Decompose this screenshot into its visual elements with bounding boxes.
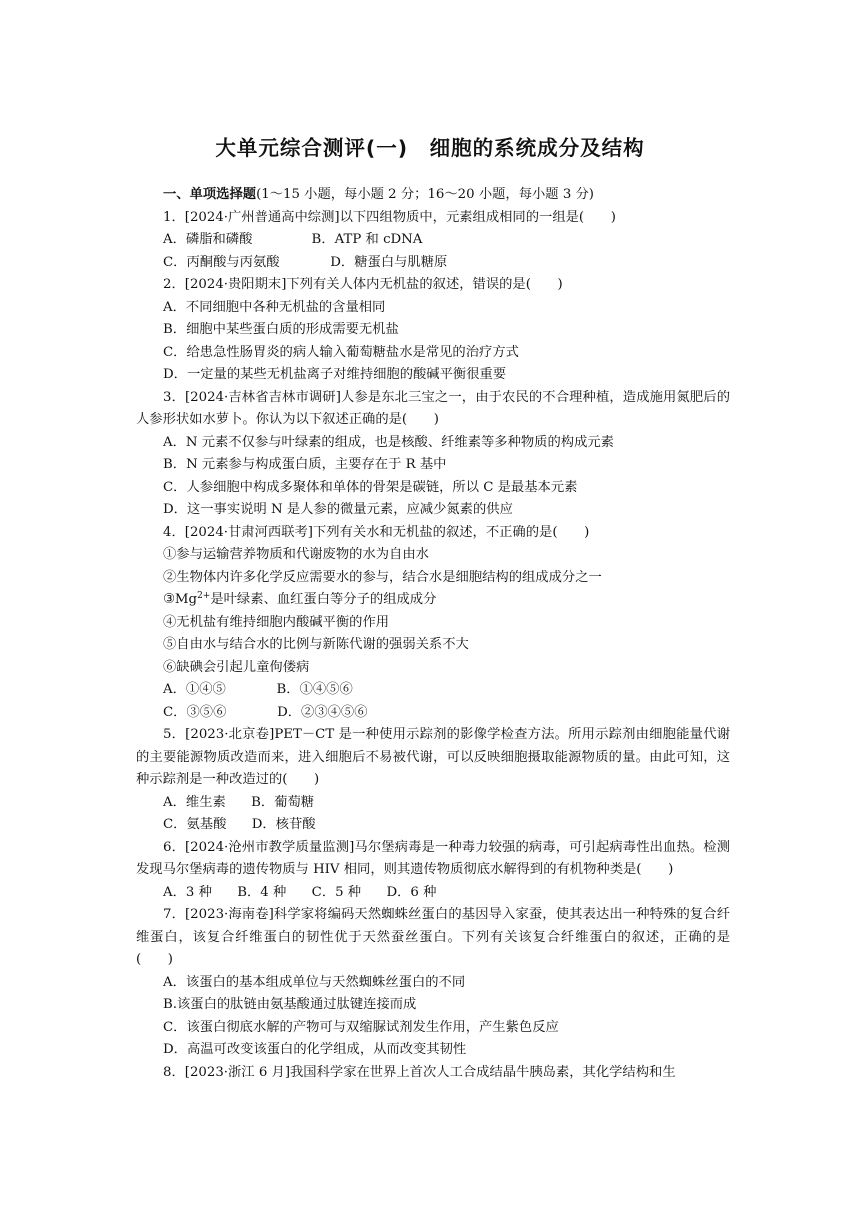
question-3-option-d: D．这一事实说明 N 是人参的微量元素，应减少氮素的供应	[163, 502, 513, 517]
question-1-options-row: C．丙酮酸与丙氨酸 D．糖蛋白与肌糖原	[163, 254, 448, 270]
question-2-stem: 2．[2024·贵阳期末]下列有关人体内无机盐的叙述，错误的是( )	[163, 277, 563, 292]
question-5-stem: 5．[2023·北京卷]PET－CT 是一种使用示踪剂的影像学检查方法。所用示踪剂由细胞能量代谢的主要能源物质改造而来，进入细胞后不易被代谢，可以反映细胞摄取能源物质的量。由此可知，这种示踪剂是一种改造过的( )	[136, 727, 730, 787]
question-8-stem: 8．[2023·浙江 6 月]我国科学家在世界上首次人工合成结晶牛胰岛素，其化学结构和生	[163, 1064, 676, 1080]
question-3-stem: 3．[2024·吉林省吉林市调研]人参是东北三宝之一，由于农民的不合理种植，造成施用氮肥后的人参形状如水萝卜。你认为以下叙述正确的是( )	[136, 389, 730, 427]
section-heading-label: 一、单项选择题	[163, 187, 257, 202]
question-7-stem: 7．[2023·海南卷]科学家将编码天然蜘蛛丝蛋白的基因导入家蚕，使其表达出一种特殊的复合纤维蛋白，该复合纤维蛋白的韧性优于天然蚕丝蛋白。下列有关该复合纤维蛋白的叙述，正确的是( )	[136, 907, 730, 967]
question-5-options-row: A．维生素 B．葡萄糖	[163, 794, 315, 810]
question-3-option-b: B．N 元素参与构成蛋白质，主要存在于 R 基中	[163, 457, 447, 472]
question-1-options-row: A．磷脂和磷酸 B．ATP 和 cDNA	[163, 232, 423, 247]
question-4-statement-5: ⑤自由水与结合水的比例与新陈代谢的强弱关系不大	[163, 637, 469, 652]
section-heading	[136, 184, 730, 207]
question-2-option-c: C．给患急性肠胃炎的病人输入葡萄糖盐水是常见的治疗方式	[163, 344, 519, 360]
question-4-statement-3	[136, 589, 730, 612]
page-title: 大单元综合测评(一) 细胞的系统成分及结构	[215, 136, 645, 160]
question-content	[136, 184, 730, 1084]
question-4-statement-2: ②生物体内许多化学反应需要水的参与，结合水是细胞结构的组成成分之一	[163, 569, 602, 585]
question-4-options-row: C．③⑤⑥ D．②③④⑤⑥	[163, 704, 368, 720]
question-4-stem: 4．[2024·甘肃河西联考]下列有关水和无机盐的叙述，不正确的是( )	[163, 524, 590, 540]
question-4-statement-6: ⑥缺碘会引起儿童佝偻病	[163, 659, 310, 675]
question-4-statement-4: ④无机盐有维持细胞内酸碱平衡的作用	[163, 614, 390, 630]
question-4-statement-1: ①参与运输营养物质和代谢废物的水为自由水	[163, 547, 429, 562]
question-1-stem: 1．[2024·广州普通高中综测]以下四组物质中，元素组成相同的一组是( )	[163, 209, 616, 225]
question-2-option-d: D．一定量的某些无机盐离子对维持细胞的酸碱平衡很重要	[163, 367, 507, 382]
statement-3-prefix: ③Mg	[163, 592, 198, 607]
question-5-options-row: C．氨基酸 D．核苷酸	[163, 817, 316, 832]
magnesium-charge-superscript: 2+	[197, 591, 211, 601]
question-6-options-row: A．3 种 B．4 种 C．5 种 D．6 种	[163, 884, 437, 900]
question-3-option-c: C．人参细胞中构成多聚体和单体的骨架是碳链，所以 C 是最基本元素	[163, 479, 578, 495]
statement-3-suffix: 是叶绿素、血红蛋白等分子的组成成分	[210, 592, 437, 607]
question-7-option-d: D．高温可改变该蛋白的化学组成，从而改变其韧性	[163, 1042, 467, 1057]
question-2-option-b: B．细胞中某些蛋白质的形成需要无机盐	[163, 322, 399, 337]
question-6-stem: 6．[2024·沧州市教学质量监测]马尔堡病毒是一种毒力较强的病毒，可引起病毒性出血热。检测发现马尔堡病毒的遗传物质与 HIV 相同，则其遗传物质彻底水解得到的有机物种类是( )	[136, 839, 730, 877]
question-3-option-a: A．N 元素不仅参与叶绿素的组成，也是核酸、纤维素等多种物质的构成元素	[163, 434, 614, 450]
question-7-option-a: A．该蛋白的基本组成单位与天然蜘蛛丝蛋白的不同	[163, 974, 466, 990]
question-7-option-c: C．该蛋白彻底水解的产物可与双缩脲试剂发生作用，产生紫色反应	[163, 1019, 559, 1035]
section-scoring-note: (1～15 小题，每小题 2 分；16～20 小题，每小题 3 分)	[256, 187, 594, 202]
question-4-options-row: A．①④⑤ B．①④⑤⑥	[163, 682, 353, 697]
question-7-option-b: B.该蛋白的肽链由氨基酸通过肽键连接而成	[163, 997, 417, 1012]
question-2-option-a: A．不同细胞中各种无机盐的含量相同	[163, 299, 386, 315]
